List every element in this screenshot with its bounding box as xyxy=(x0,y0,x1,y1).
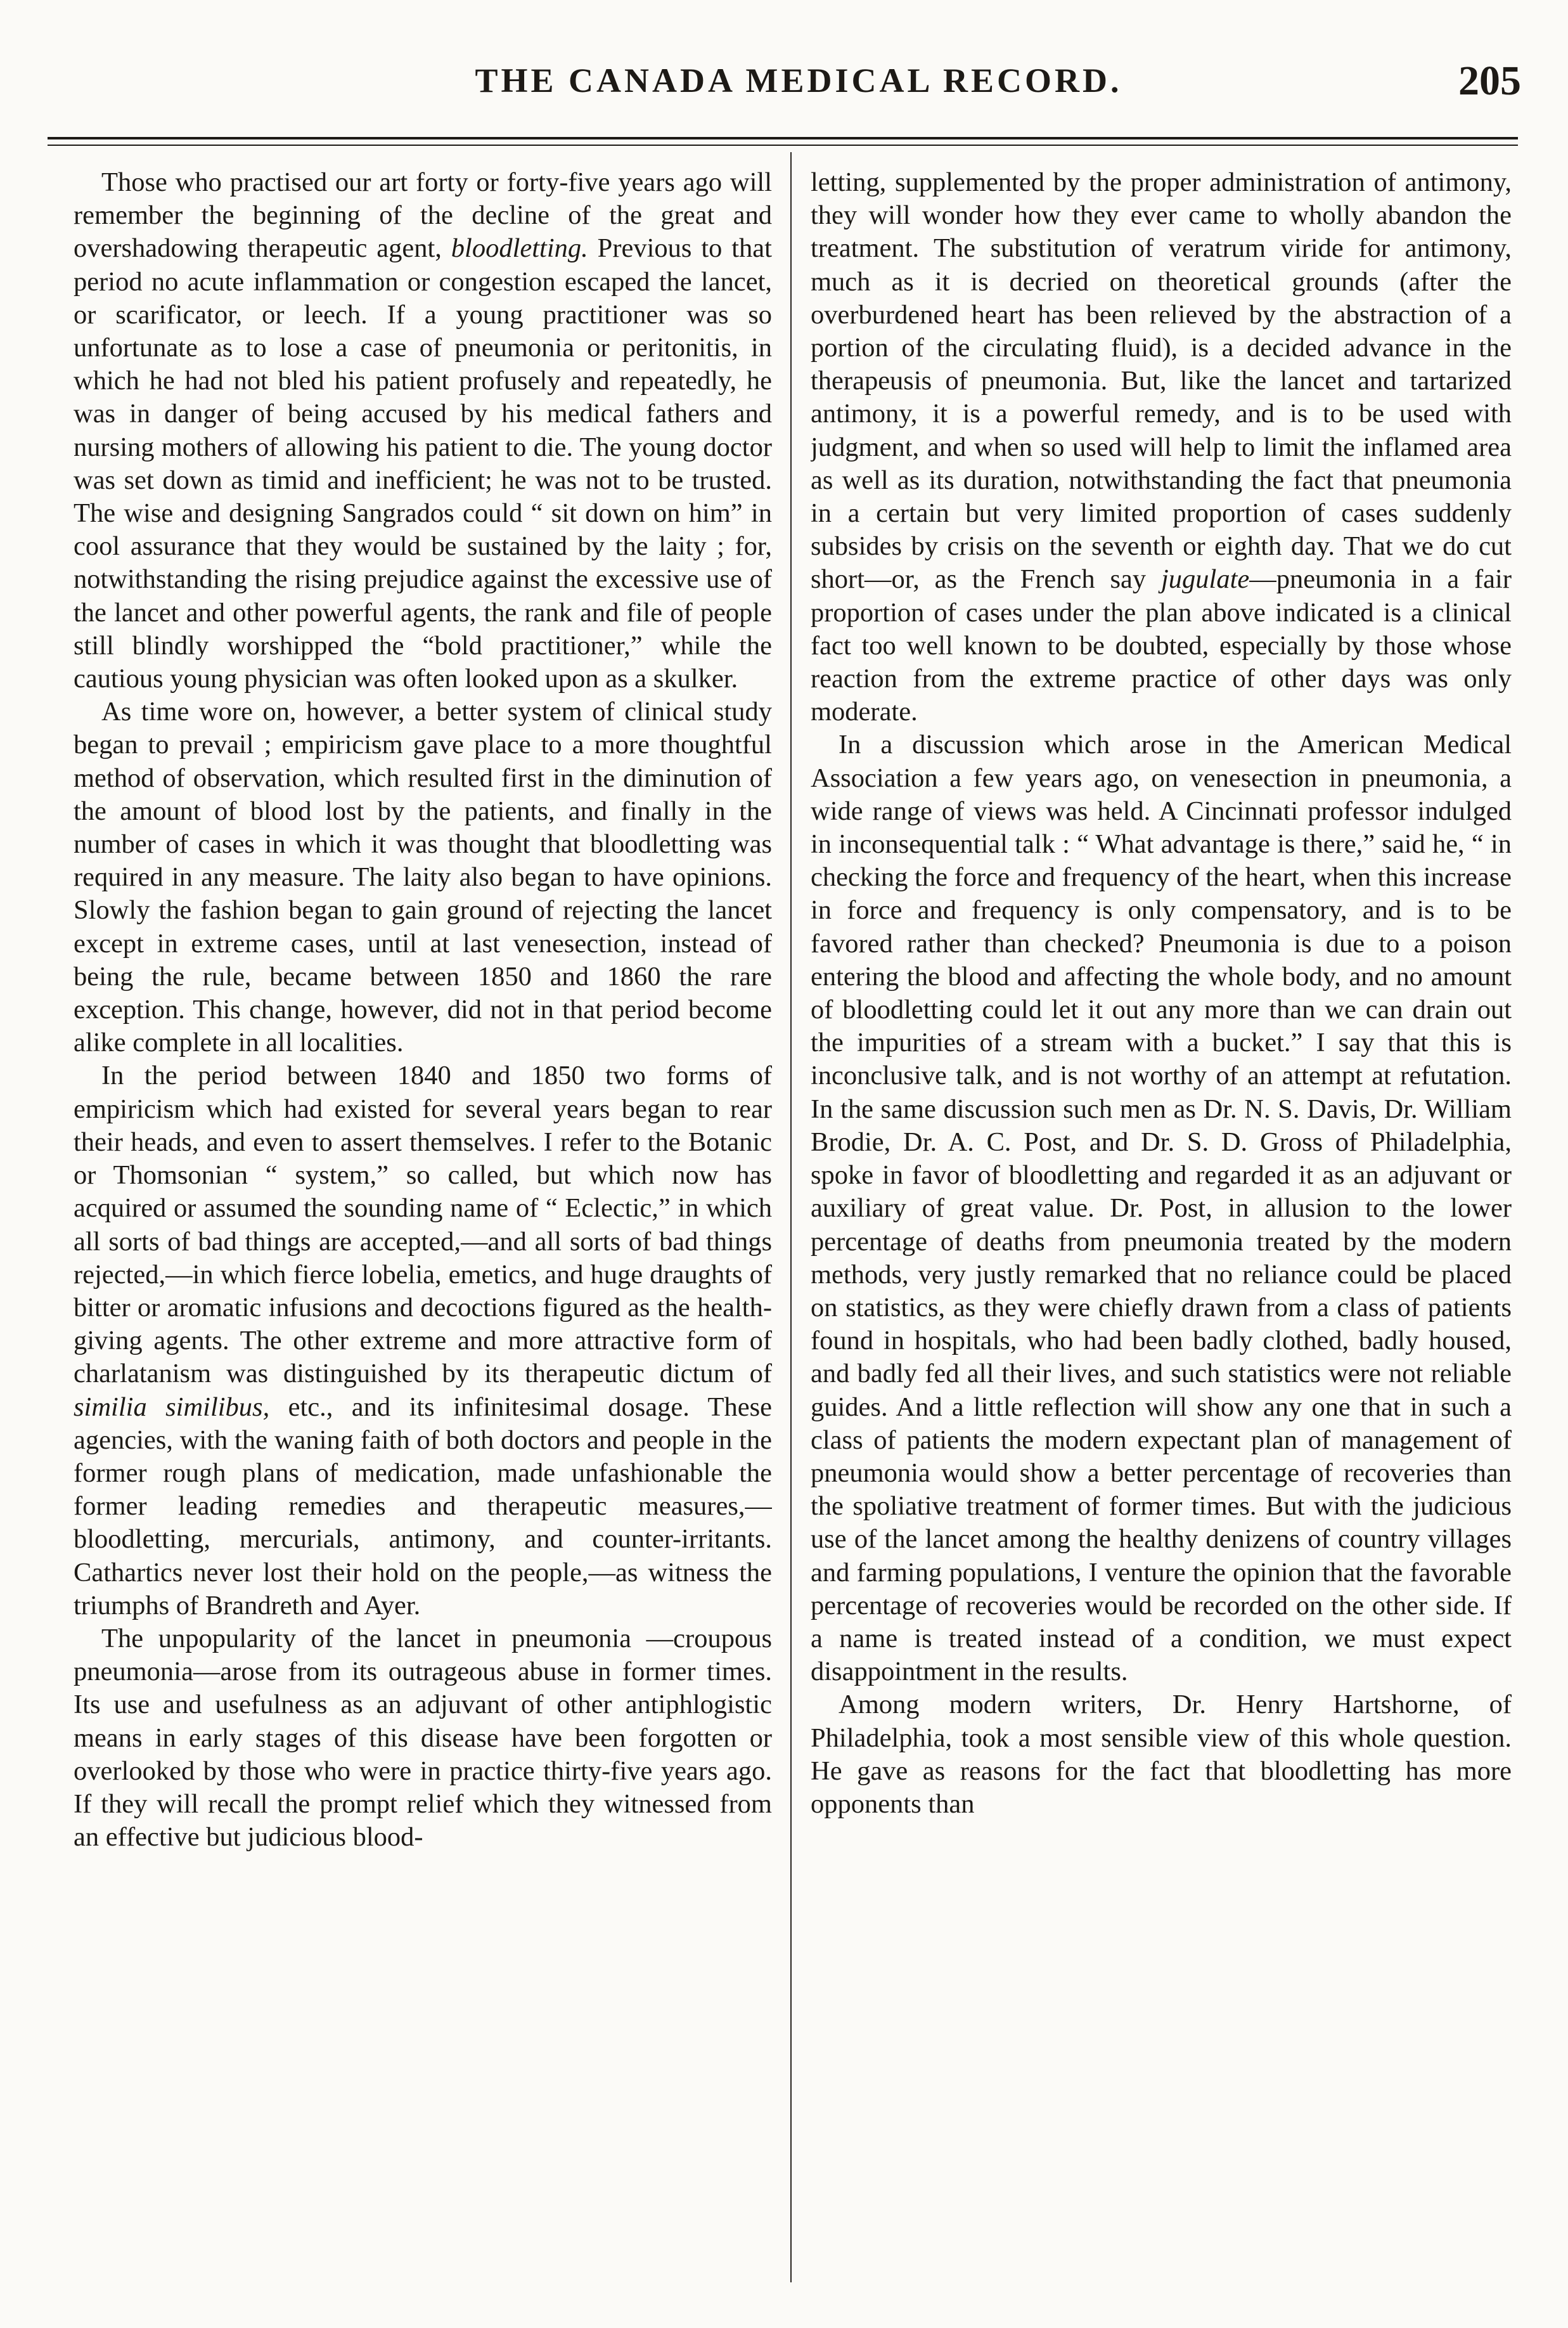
right-column xyxy=(811,166,1512,2309)
header-rule-thick xyxy=(48,137,1518,139)
italic-term: jugulate xyxy=(1160,564,1250,595)
text-run: In the period between 1840 and 1850 two forms of empiricism which had existed for several years began to rear their heads, and even to assert themselves. I refer to the Botanic or Thomsonian “ system,” so called, but which now has acquired or assumed the sounding name of “ Eclectic,” in which all sorts of bad things are accepted,—and all sorts of bad things rejected,—in which fierce lobelia, emetics, and huge draughts of bitter or aromatic infusions and decoctions figured as the health-giving agents. The other extreme and more attractive form of charlatanism was distinguished by its therapeutic dictum of xyxy=(74,1061,772,1389)
paragraph: In a discussion which arose in the American Medical Association a few years ago, on venesection in pneumonia, a wide range of views was held. A Cincinnati professor indulged in inconsequential talk : “ What advantage is there,” said he, “ in checking the force and frequency of the heart, when this increase in force and frequency is only compensatory, and is to be favored rather than checked? Pneumonia is due to a poison entering the blood and affecting the whole body, and no amount of bloodletting could let it out any more than we can drain out the impurities of a stream with a bucket.” I say that this is inconclusive talk, and is not worthy of an attempt at refutation. In the same discussion such men as Dr. N. S. Davis, Dr. William Brodie, Dr. A. C. Post, and Dr. S. D. Gross of Philadelphia, spoke in favor of bloodletting and regarded it as an adjuvant or auxiliary of great value. Dr. Post, in allusion to the lower percentage of deaths from pneumonia treated by the modern methods, very justly remarked that no reliance could be placed on statistics, as they were chiefly drawn from a class of patients found in hospitals, who had been badly clothed, badly housed, and badly fed all their lives, and such statistics were not reliable guides. And a little reflection will show any one that in such a class of patients the modern expectant plan of management of pneumonia would show a better percentage of recoveries than the spoliative treatment of former times. But with the judicious use of the lancet among the healthy denizens of country villages and farming populations, I venture the opinion that the favorable percentage of recoveries would be recorded on the other side. If a name is treated instead of a condition, we must expect disappointment in the results. xyxy=(811,730,1512,1687)
text-run: —pneumonia in a fair proportion of cases under the plan above indicated is a clinical fact too well known to be doubted, especially by those whose reaction from the extreme practice of other days was only moderate. xyxy=(811,564,1512,727)
paragraph: The unpopularity of the lancet in pneumonia —croupous pneumonia—arose from its outrageous abuse in former times. Its use and usefulness as an adjuvant of other antiphlogistic means in early stages of this disease have been forgotten or overlooked by those who were in practice thirty-five years ago. If they will recall the prompt relief which they witnessed from an effective but judicious blood- xyxy=(74,1623,772,1853)
paragraph xyxy=(74,166,772,695)
paragraph-continued xyxy=(811,166,1512,728)
column-divider xyxy=(790,152,792,2282)
text-run: letting, supplemented by the proper administration of antimony, they will wonder how they ever came to wholly abandon the treatment. The substitution of veratrum viride for antimony, much as it is decried on theoretical grounds (after the overburdened heart has been relieved by the abstraction of a portion of the circulating fluid), is a decided advance in the therapeusis of pneumonia. But, like the lancet and tartarized antimony, it is a powerful remedy, and is to be used with judgment, and when so used will help to limit the inflamed area as well as its duration, notwithstanding the fact that pneumonia in a certain but very limited proportion of cases suddenly subsides by crisis on the seventh or eighth day. That we do cut short—or, as the French say xyxy=(811,167,1512,595)
italic-term: bloodletting. xyxy=(451,233,588,264)
text-run: Those who practised our art forty or forty-five years ago will remember the beginning of the decline of the great and overshadowing therapeutic agent, xyxy=(74,167,772,264)
text-run: etc., and its infinitesimal dosage. These agencies, with the waning faith of both doctors and people in the former rough plans of medication, made unfashionable the former leading remedies and therapeutic measures,—bloodletting, mercurials, antimony, and counter-irritants. Cathartics never lost their hold on the people,—as witness the triumphs of Brandreth and Ayer. xyxy=(74,1392,772,1620)
italic-term: similia similibus, xyxy=(74,1392,270,1422)
running-header xyxy=(76,58,1521,118)
paragraph: As time wore on, however, a better system of clinical study began to prevail ; empiricism gave place to a more thoughtful method of observation, which resulted first in the diminution of the amount of blood lost by the patients, and finally in the number of cases in which it was thought that bloodletting was required in any measure. The laity also began to have opinions. Slowly the fashion began to gain ground of rejecting the lancet except in extreme cases, until at last venesection, instead of being the rule, became between 1850 and 1860 the rare exception. This change, however, did not in that period become alike complete in all localities. xyxy=(74,697,772,1058)
page-number: 205 xyxy=(1458,58,1521,104)
text-run: Previous to that period no acute inflammation or congestion escaped the lancet, or scarificator, or leech. If a young practitioner was so unfortunate as to lose a case of pneumonia or peritonitis, in which he had not bled his patient profusely and repeatedly, he was in danger of being accused by his medical fathers and nursing mothers of allowing his patient to die. The young doctor was set down as timid and inefficient; he was not to be trusted. The wise and designing Sangrados could “ sit down on him” in cool assurance that they would be sustained by the laity ; for, notwithstanding the rising prejudice against the excessive use of the lancet and other powerful agents, the rank and file of people still blindly worshipped the “bold practitioner,” while the cautious young physician was often looked upon as a skulker. xyxy=(74,233,772,694)
left-column xyxy=(74,166,772,2309)
header-rule-thin xyxy=(48,145,1518,146)
paragraph: Among modern writers, Dr. Henry Hartshorne, of Philadelphia, took a most sensible view of this whole question. He gave as reasons for the fact that bloodletting has more opponents than xyxy=(811,1690,1512,1819)
journal-title: THE CANADA MEDICAL RECORD. xyxy=(475,61,1122,100)
paragraph xyxy=(74,1059,772,1622)
